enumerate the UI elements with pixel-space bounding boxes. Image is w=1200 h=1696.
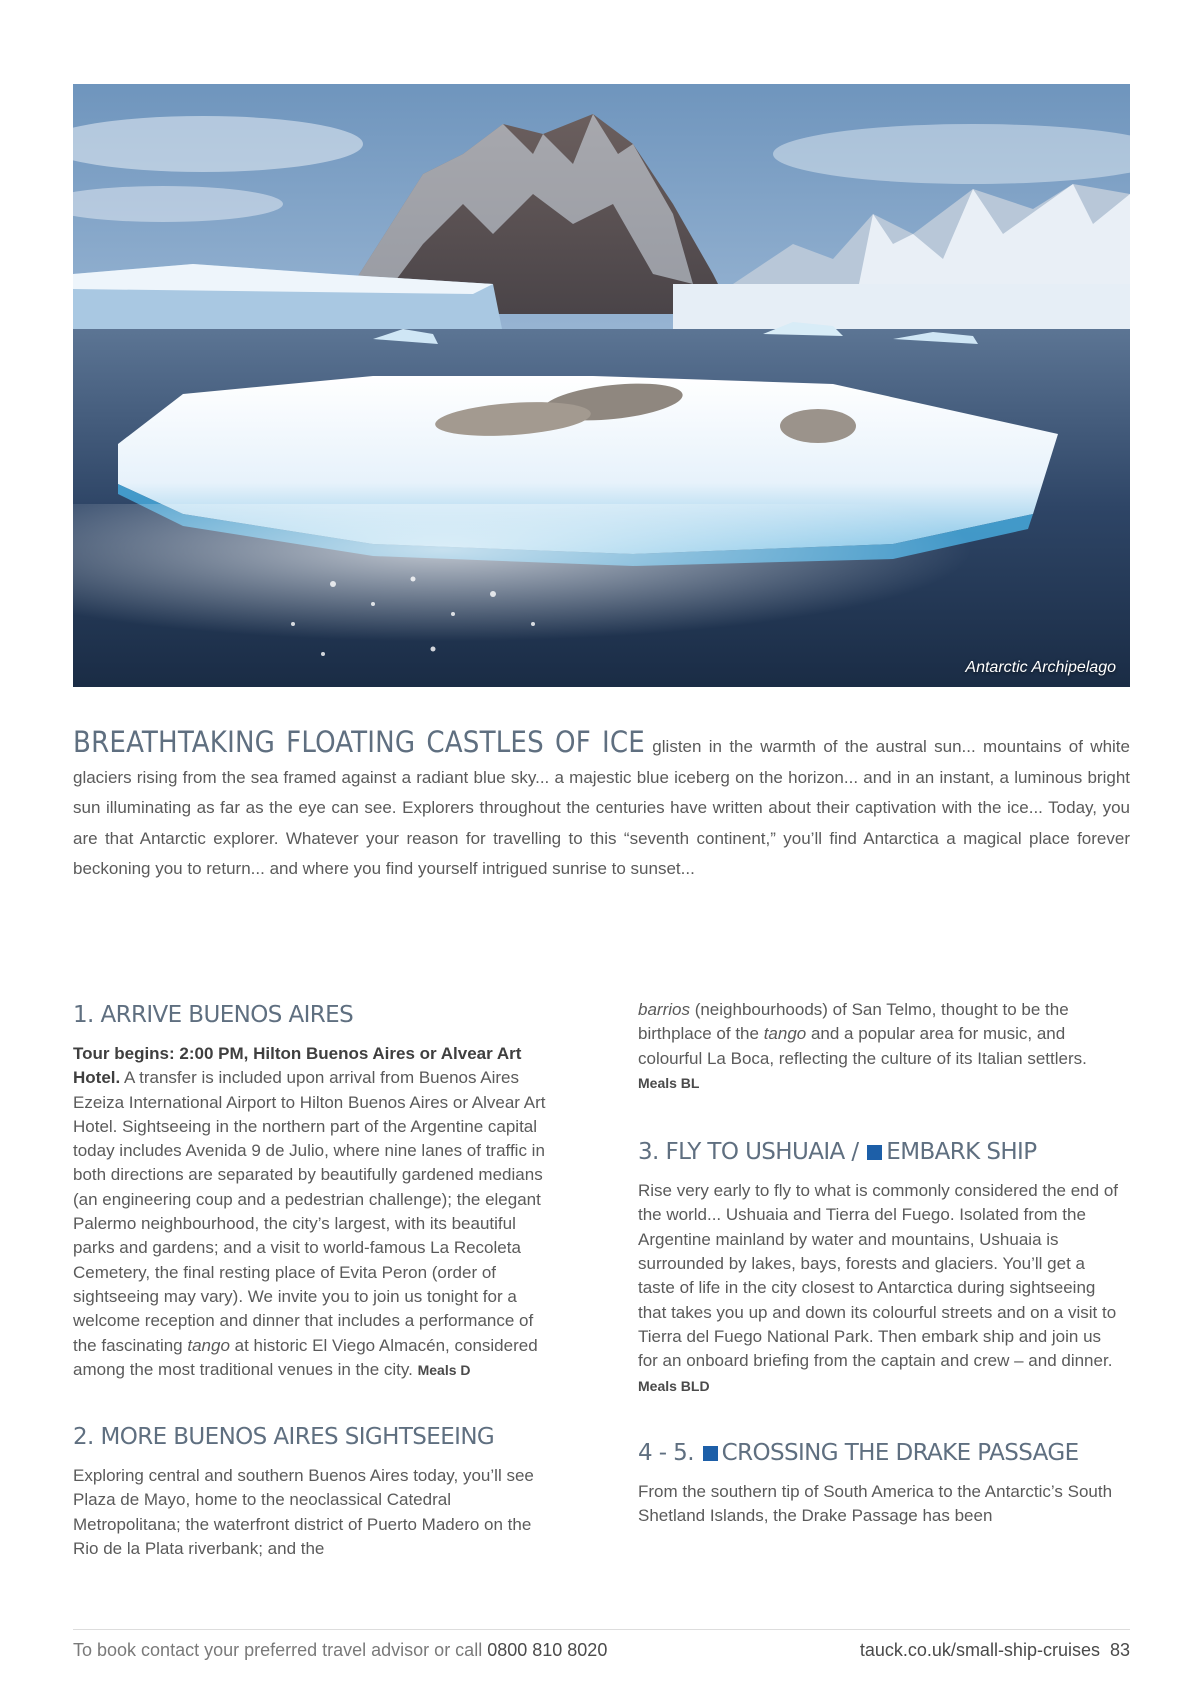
itinerary-left-column (73, 1000, 556, 1561)
day2-text-b: (neighbourhoods) of San Telmo, thought to be the birthplace of the (638, 1000, 1069, 1044)
ship-square-icon (703, 1446, 718, 1461)
day3-body (638, 1179, 1121, 1398)
page-number: 83 (1109, 1640, 1130, 1660)
antarctic-landscape-image (73, 84, 1130, 687)
footer-divider (73, 1629, 1130, 1630)
day1-body (73, 1042, 556, 1382)
day3-heading-b: EMBARK SHIP (886, 1139, 1037, 1166)
day2-meals: Meals BL (638, 1074, 700, 1091)
day45-heading-a: 4 - 5. (638, 1439, 701, 1466)
day3-heading (638, 1137, 1121, 1167)
footer-contact-text: To book contact your preferred travel advisor or call (73, 1640, 488, 1660)
day2-body-part1 (73, 1464, 556, 1561)
day3-heading-a: 3. FLY TO USHUAIA / (638, 1139, 866, 1166)
day1-text-a: A transfer is included upon arrival from Buenos Aires Ezeiza International Airport to Hilton Buenos Aires or Alvear Art Hotel. Sightseeing in the northern part of the Argentine capital today includes Avenida 9 de Julio, where nine lanes of traffic in both directions are separated by beautifully gardened medians (an engineering coup and a pedestrian challenge); the elegant Palermo neighbourhood, the city’s largest, with its beautiful parks and gardens; and a visit to world-famous La Recoleta Cemetery, the final resting place of Evita Peron (order of sightseeing may vary). We invite you to join us tonight for a welcome reception and dinner that includes a performance of the fascinating (73, 1068, 546, 1355)
day1-italic: tango (187, 1335, 230, 1355)
hero-photo (73, 84, 1130, 687)
day2-italic-tango: tango (763, 1024, 807, 1044)
footer-phone[interactable]: 0800 810 8020 (487, 1640, 608, 1660)
footer-contact (73, 1640, 607, 1661)
intro-lead: BREATHTAKING FLOATING CASTLES OF ICE (73, 725, 645, 759)
footer-url[interactable]: tauck.co.uk/small-ship-cruises (859, 1640, 1100, 1660)
day1-meals: Meals D (417, 1361, 471, 1378)
day2-italic-barrios: barrios (638, 1000, 690, 1019)
day2-body-part2 (638, 998, 1121, 1095)
day3-meals: Meals BLD (638, 1377, 710, 1394)
day1-tour-begins: Tour begins: 2:00 PM, Hilton Buenos Aires or Alvear Art Hotel. (73, 1044, 522, 1088)
day2-text-a: Exploring central and southern Buenos Aires today, you’ll see Plaza de Mayo, home to the neoclassical Catedral Metropolitana; the waterfront district of Puerto Madero on the Rio de la Plata riverbank; and the (73, 1466, 534, 1559)
day2-text-c: and a popular area for music, and colourful La Boca, reflecting the culture of its Italian settlers. (638, 1024, 1087, 1068)
day1-heading: 1. ARRIVE BUENOS AIRES (73, 1002, 354, 1028)
day45-heading-b: CROSSING THE DRAKE PASSAGE (721, 1439, 1079, 1466)
day3-text: Rise very early to fly to what is commonly considered the end of the world... Ushuaia and Tierra del Fuego. Isolated from the Argentine mainland by water and mountains, Ushuaia is surrounded by lakes, bays, forests and glaciers. You’ll get a taste of life in the city closest to Antarctica during sightseeing that takes you up and down its colourful streets and on a visit to Tierra del Fuego National Park. Then embark ship and join us for an onboard briefing from the captain and crew – and dinner. (638, 1181, 1118, 1371)
intro-paragraph (73, 727, 1130, 885)
day45-heading (638, 1438, 1121, 1468)
day2-heading: 2. MORE BUENOS AIRES SIGHTSEEING (73, 1424, 495, 1451)
itinerary-right-column (638, 998, 1121, 1528)
day45-body: From the southern tip of South America to the Antarctic’s South Shetland Islands, the Drake Passage has been (638, 1481, 1113, 1526)
footer-right (860, 1640, 1130, 1661)
intro-text: glisten in the warmth of the austral sun... mountains of white glaciers rising from the sea framed against a radiant blue sky... a majestic blue iceberg on the horizon... and in an instant, a luminous bright sun illuminating as far as the eye can see. Explorers throughout the centuries have written about their captivation with the ice... Today, you are that Antarctic explorer. Whatever your reason for travelling to this “seventh continent,” you’ll find Antarctica a magical place forever beckoning you to return... and where you find yourself intrigued sunrise to sunset... (73, 737, 1130, 878)
day1-text-b: at historic El Viego Almacén, considered among the most traditional venues in the city. (73, 1335, 538, 1379)
photo-caption: Antarctic Archipelago (965, 659, 1116, 676)
ship-square-icon (867, 1145, 882, 1160)
